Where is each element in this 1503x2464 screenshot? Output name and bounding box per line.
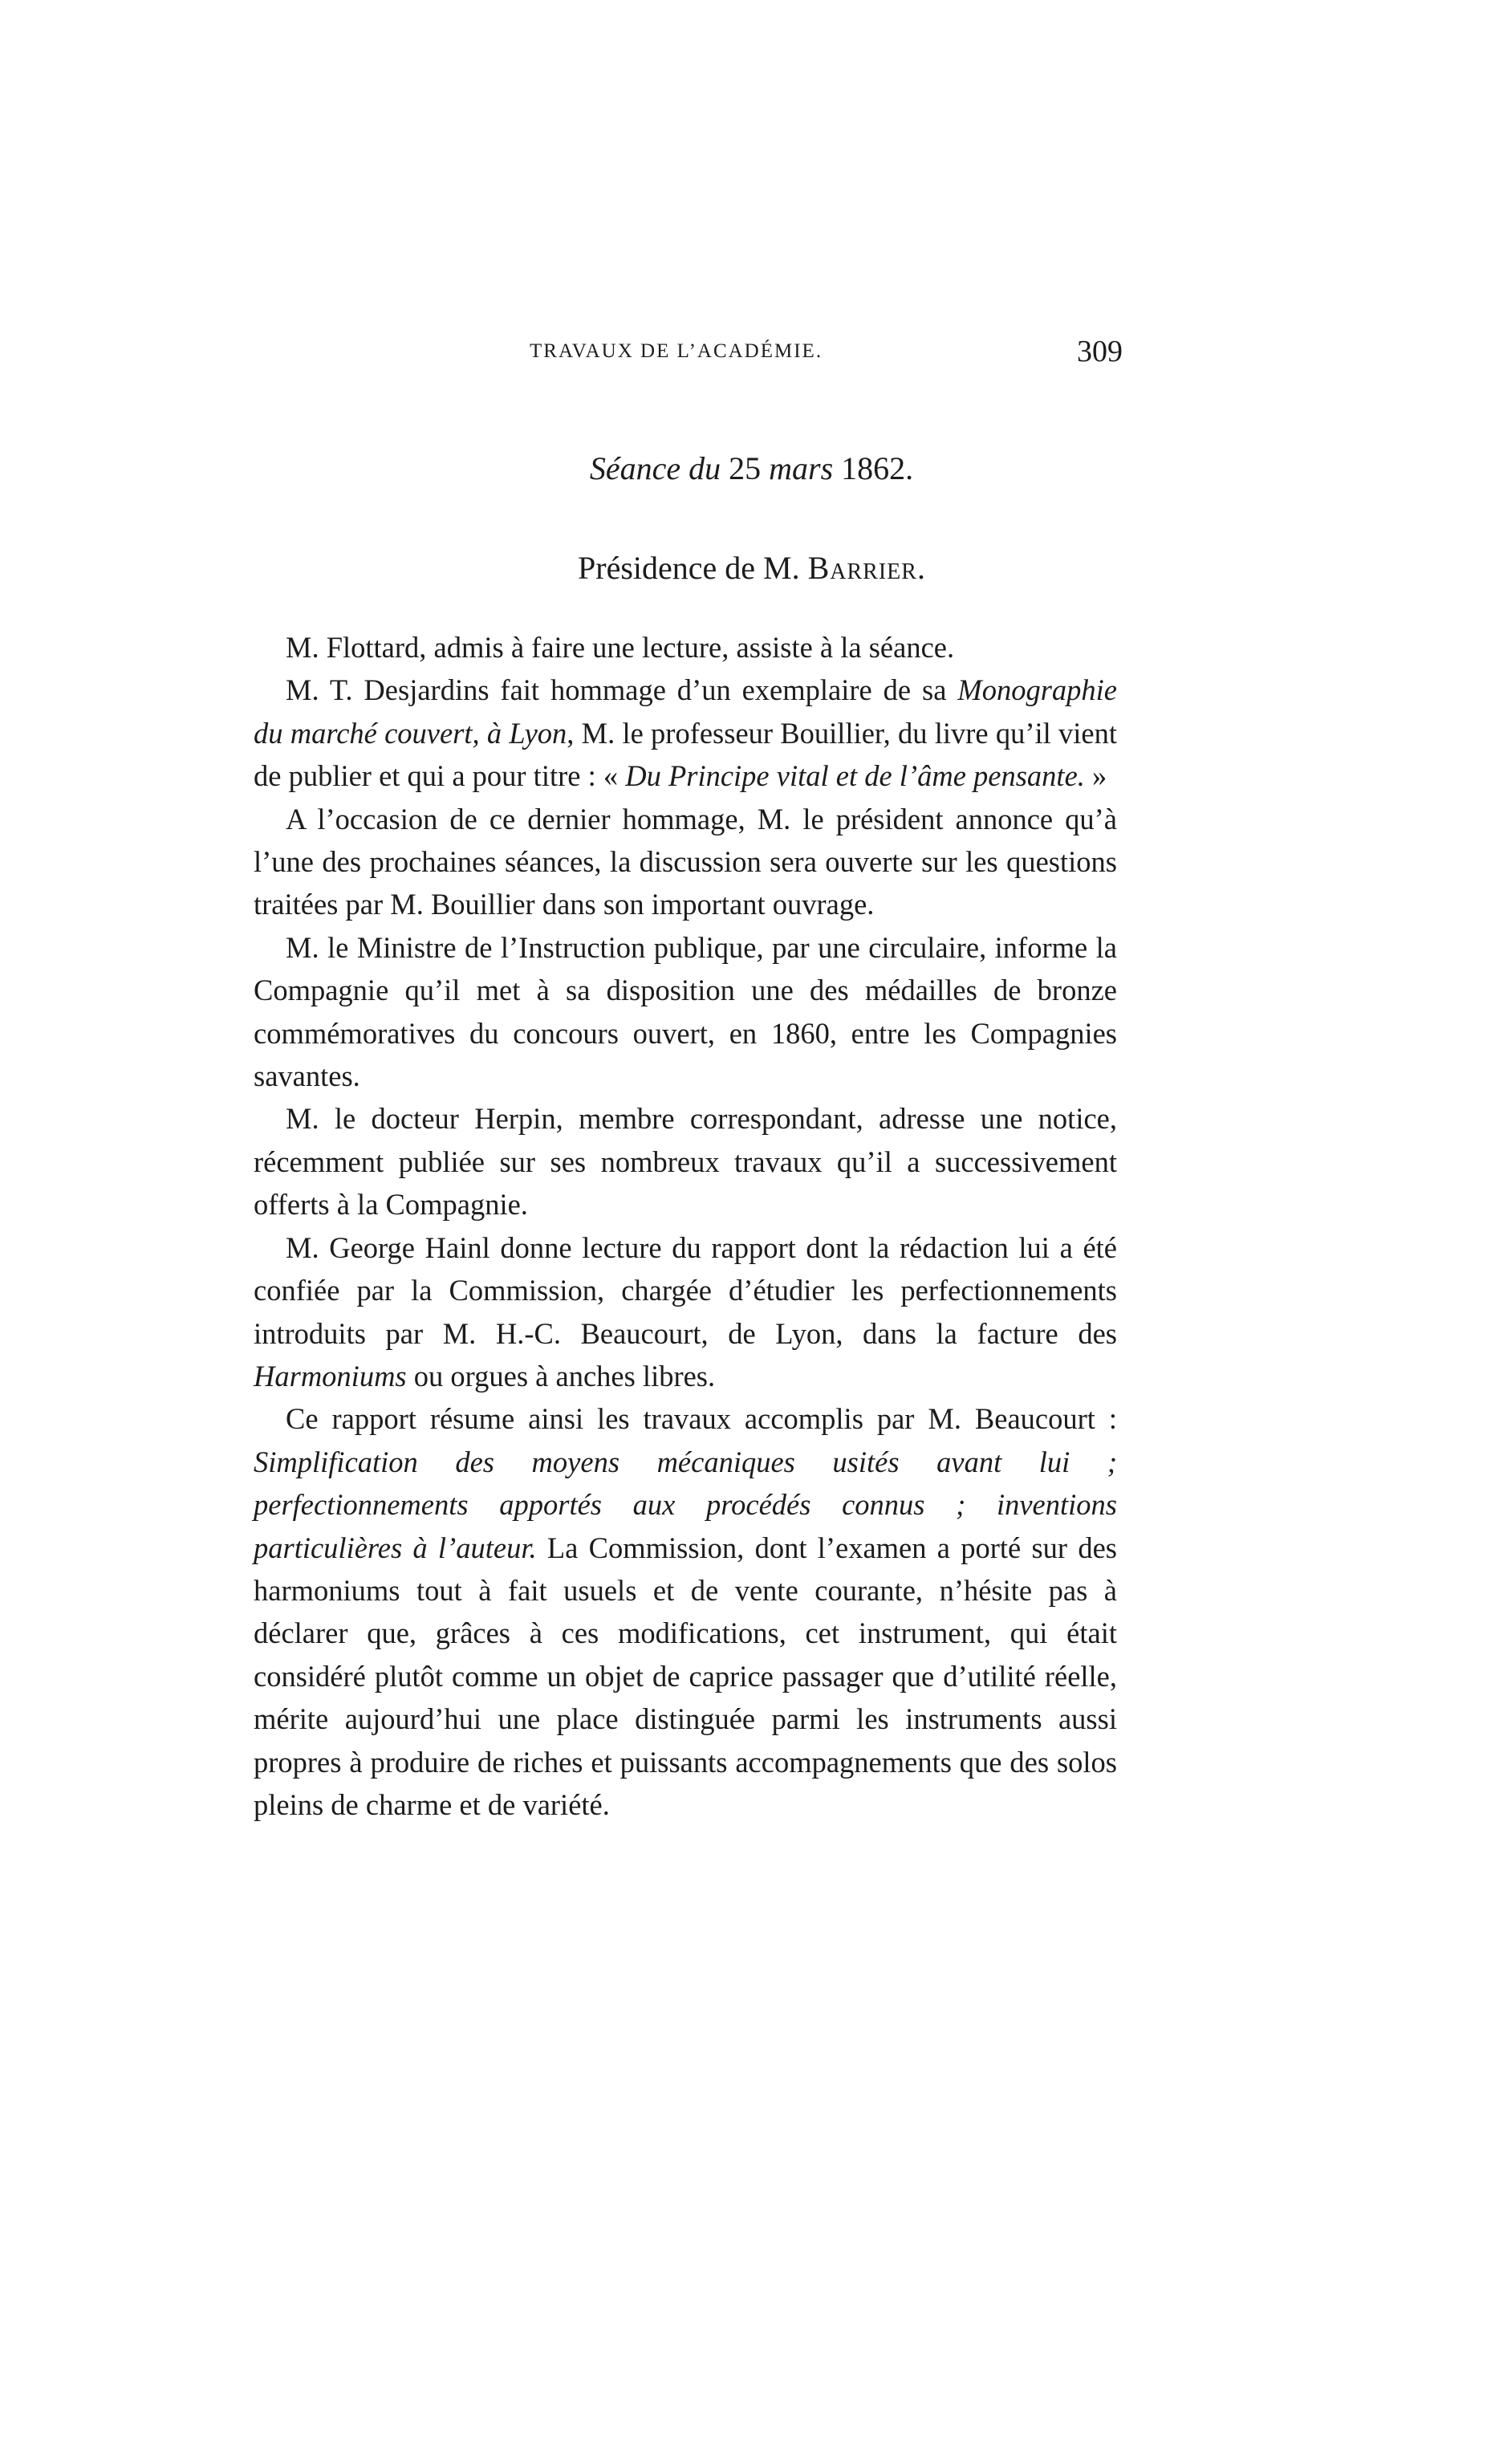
page-number: 309 bbox=[1077, 335, 1123, 368]
body-text bbox=[254, 626, 1117, 1826]
paragraph-ministre: M. le Ministre de l’Instruction publique, par une circulaire, informe la Compagnie qu’il met à sa disposition une des médailles de bronze commémoratives du concours ouvert, en 1860, entre les Compagnies savantes. bbox=[254, 930, 1117, 1093]
p2-text-a: M. T. Desjardins fait hommage d’un exemplaire de sa bbox=[286, 673, 958, 707]
seance-year: 1862. bbox=[841, 450, 914, 486]
paragraph-desjardins bbox=[254, 669, 1117, 797]
paragraph-hommage: A l’occasion de ce dernier hommage, M. le président annonce qu’à l’une des prochaines séances, la discussion sera ouverte sur les questions traitées par M. Bouillier dans son important ouvrage. bbox=[254, 802, 1117, 921]
p6-text-c: ou orgues à anches libres. bbox=[406, 1359, 716, 1393]
p6-text-a: M. George Hainl donne lecture du rapport dont la rédaction lui a été confiée par la Commission, chargée d’étudier les perfectionnements introduits par M. H.-C. Beaucourt, de Lyon, dans la facture des bbox=[254, 1230, 1117, 1350]
paragraph-rapport bbox=[254, 1397, 1117, 1826]
p7-summary-italic: Simplification des moyens mécaniques usités avant lui ; perfectionnements apportés aux procédés connus ; inventions particulières à l’auteur. bbox=[254, 1445, 1117, 1564]
session-title bbox=[0, 449, 1503, 487]
seance-label: Séance du bbox=[589, 450, 721, 486]
presidency-prefix: Présidence de M. bbox=[578, 550, 800, 586]
seance-day: 25 bbox=[729, 450, 762, 486]
paragraph-flottard: M. Flottard, admis à faire une lecture, assiste à la séance. bbox=[286, 631, 955, 664]
p2-title-principe: Du Principe vital et de l’âme pensante. bbox=[625, 759, 1085, 793]
p7-text-a: Ce rapport résume ainsi les travaux accomplis par M. Beaucourt : bbox=[286, 1402, 1117, 1436]
p2-text-e: » bbox=[1084, 759, 1107, 793]
president-name: Barrier bbox=[807, 550, 917, 586]
p2-title-monographie: Monographie du marché couvert, à Lyon bbox=[254, 673, 1117, 750]
presidency-line bbox=[0, 549, 1503, 587]
paragraph-hainl bbox=[254, 1226, 1117, 1398]
p2-text-c: , M. le professeur Bouillier, du livre qu’il vient de publier et qui a pour titre : « bbox=[254, 716, 1117, 793]
seance-month: mars bbox=[769, 450, 834, 486]
running-head: TRAVAUX DE L’ACADÉMIE. bbox=[530, 340, 823, 362]
p7-text-c: La Commission, dont l’examen a porté sur des harmoniums tout à fait usuels et de vente courante, n’hésite pas à déclarer que, grâces à ces modifications, cet instrument, qui était considéré plutôt comme un objet de caprice passager que d’utilité réelle, mérite aujourd’hui une place distinguée parmi les instruments aussi propres à produire de riches et puissants accompagnements que des solos pleins de charme et de variété. bbox=[254, 1531, 1117, 1821]
presidency-suffix: . bbox=[916, 550, 925, 586]
paragraph-herpin: M. le docteur Herpin, membre correspondant, adresse une notice, récemment publiée sur ses nombreux travaux qu’il a successivement offerts à la Compagnie. bbox=[254, 1102, 1117, 1222]
p6-harmoniums: Harmoniums bbox=[254, 1359, 407, 1393]
